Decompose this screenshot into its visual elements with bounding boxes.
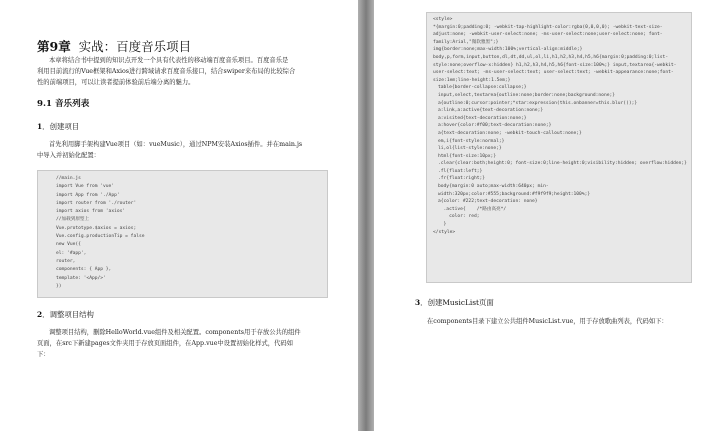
step2-paragraph [37, 327, 337, 360]
code-line: import axios from 'axios' [56, 209, 126, 215]
code-line: a:hover{color:#f00;text-decoration:none;} [438, 123, 552, 129]
code-line: body{margin:0 auto;max-width:640px; min-width:320px;color:#555;background:#f9f9f9;height:100%;} [438, 184, 591, 197]
chapter-number: 第9章 [37, 39, 71, 54]
code-line: a{text-decoration:none; -webkit-touch-callout:none;} [438, 130, 582, 136]
code-line: Vue.config.productionTip = false [56, 234, 145, 240]
code-line: input,select,textarea{outline:none;border:none;background:none;} [438, 92, 616, 98]
code-line: el: '#app', [56, 250, 87, 256]
code-line: <style> [433, 17, 453, 22]
code-line: a:visited{text-decoration:none;} [438, 115, 527, 121]
left-page [0, 0, 358, 431]
step1-title: 创建项目 [49, 122, 80, 131]
code-line: html{font-size:10px;} [438, 153, 497, 159]
code-line: import App from './App' [56, 192, 120, 198]
step3-paragraph: 在components目录下建立公共组件MusicList.vue，用于存放歌曲列表，代码如下： [427, 318, 668, 325]
step1-paragraph [37, 139, 337, 161]
step3-number: 3 [415, 298, 421, 307]
code-line: .fr{float:right;} [438, 176, 486, 182]
step1-line: 中导入并初始化配置： [37, 152, 100, 159]
intro-line: 本章将结合书中提到的知识点开发一个具有代表性的移动端百度音乐项目。百度音乐是 [49, 57, 289, 64]
step1-heading: 1．创建项目 [37, 122, 80, 131]
code-line: em,i{font-style:normal;} [438, 138, 505, 144]
intro-line: 利用目前流行的Vue框架和Axios进行跨域请求百度音乐接口，结合swiper来布局的比较综合 [37, 68, 296, 75]
code-line: import Vue from 'vue' [56, 184, 115, 190]
step2-line: 下： [37, 351, 50, 358]
step3-title: 创建MusicList页面 [427, 298, 494, 307]
code-line: } [438, 222, 447, 228]
code-line: li,ol{list-style:none;} [438, 146, 502, 152]
code-block-app-vue-style [426, 12, 692, 283]
code-line: a{color: #222;text-decoration: none} [438, 199, 538, 205]
code-line: .active{ /*路由高亮*/ [438, 206, 507, 212]
code-line: Vue.prototype.$axios = axios; [56, 225, 137, 231]
intro-paragraph [37, 55, 337, 88]
step3-heading: 3．创建MusicList页面 [415, 298, 494, 307]
code-line: import router from './router' [56, 200, 137, 206]
book-spine-gutter [358, 0, 374, 431]
code-line: router, [56, 258, 76, 264]
chapter-title: 实战：百度音乐项目 [78, 39, 192, 54]
code-line: components: { App }, [56, 267, 112, 273]
step2-heading: 2．调整项目结构 [37, 310, 94, 319]
code-line: a{outline:0;cursor:pointer;*star:expression(this.onbanner=this.blur());} [438, 100, 638, 106]
step1-line: 首先利用脚手架构建Vue项目（如：vueMusic），通过NPM安装Axios插件。并在main.js [49, 141, 303, 148]
step2-number: 2 [37, 310, 43, 319]
chapter-heading [37, 37, 191, 55]
code-line: table{border-collapse:collapse;} [438, 85, 527, 91]
intro-line: 性的前端项目，可以让读者提前体验前后端分离的魅力。 [37, 79, 195, 86]
code-line: *{margin:0;padding:0; -webkit-tap-highlight-color:rgba(0,0,0,0); -webkit-text-size-adjust:none; -webkit-user-select:none; -ms-user-select:none;user-select:none; font-family:Arial,"微软雅黑";} [433, 24, 663, 45]
right-page [374, 0, 720, 431]
section-heading: 9.1 音乐列表 [37, 99, 90, 109]
code-line: .clear{clear:both;height:0; font-size:0;line-height:0;visibility:hidden; overflow:hidden;} [438, 161, 687, 167]
code-line: a:link,a:active{text-decoration:none;} [438, 108, 544, 114]
code-line: new Vue({ [56, 242, 81, 248]
code-line: //main.js [56, 176, 81, 181]
code-line: img{border:none;max-width:100%;vertical-align:middle;} body,p,form,input,button,dl,dt,dd,ul,ol,li,h1,h2,h3,h4,h5,h6{margin:0;padding:0;list-style:none;overflow-x:hidden} h1,h2,h3,h4,h5,h6{font-size:100%;} input,textarea{-webkit-user-select:text; -ms-user-select:text; user-select:text; -webkit-appearance:none;font-size:1em;line-height:1.5em;} [433, 47, 677, 83]
step2-line: 调整项目结构，删除HelloWorld.vue组件及相关配置。components用于存放公共的组件 [49, 329, 301, 336]
step2-title: 调整项目结构 [49, 310, 94, 319]
code-line: color: red; [438, 214, 480, 220]
code-line: .fl{float:left;} [438, 168, 483, 174]
code-line: template: '<App/>' [56, 275, 106, 281]
code-line: </style> [433, 229, 456, 235]
code-block-main-js [37, 170, 328, 298]
code-line: }) [56, 283, 62, 289]
step1-number: 1 [37, 122, 43, 131]
code-line: //加载到原型上 [56, 217, 90, 223]
step2-line: 页面，在src下新建pages文件夹用于存放页面组件，在App.vue中设置初始化样式，代码如 [37, 340, 293, 347]
